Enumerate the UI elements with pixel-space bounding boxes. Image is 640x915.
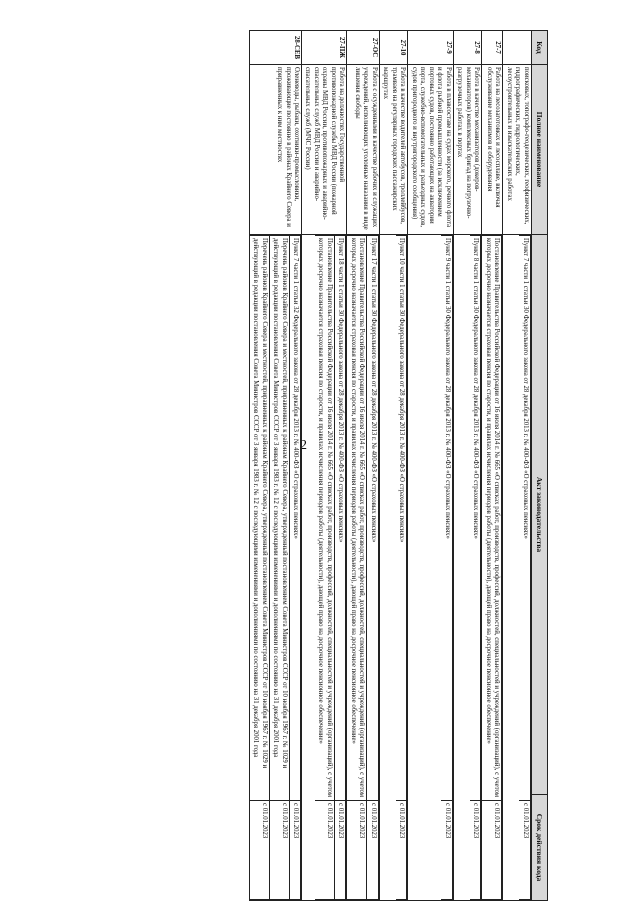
act-row [289, 236, 300, 900]
act-row [441, 236, 452, 900]
row-acts [379, 235, 407, 901]
table-row [503, 31, 531, 901]
act-term: с 01.01.2023 [396, 801, 407, 900]
row-code [503, 31, 531, 65]
act-term: с 01.01.2023 [334, 801, 345, 900]
row-acts [453, 235, 481, 901]
act-row [367, 236, 378, 900]
row-name: Оленеводы, рыбаки, охотники-промысловики, проживающие постоянно в районах Крайнего Севера и приравненных к ним местностях [249, 65, 301, 235]
rotated-page-content [70, 30, 548, 900]
act-term: с 01.01.2023 [441, 801, 452, 900]
act-text: Постановление Правительства Российской Федерации от 16 июля 2014 г. № 665 «О списках работ, производств, профессий, должностей, специальностей и учреждений (организаций), с учетом которых досрочно назначается страховая пенсия по старости, и правилах исчисления периодов работы (деятельности), дающей право на досрочное пенсионное обеспечение» [315, 236, 334, 801]
act-text: Пункт 10 части 1 статьи 30 Федерального закона от 28 декабря 2013 г. № 400-ФЗ «О страховых пенсиях» [396, 236, 407, 801]
page-number: 2 [300, 438, 307, 453]
act-term: с 01.01.2023 [347, 801, 366, 900]
act-row [519, 236, 530, 900]
act-text: Пункт 17 части 1 статьи 30 Федерального закона от 28 декабря 2013 г. № 400-ФЗ «О страховых пенсиях» [367, 236, 378, 801]
table-row [379, 31, 407, 901]
act-row [250, 236, 269, 900]
act-term: с 01.01.2023 [289, 801, 300, 900]
act-row [470, 236, 481, 900]
row-name: Работа с осужденными в качестве рабочих и служащих учреждений, исполняющих уголовные наказания в виде лишения свободы [347, 65, 379, 235]
table-row [302, 31, 347, 901]
table-row [453, 31, 481, 901]
row-code: 27-ОС [347, 31, 379, 65]
act-term: с 01.01.2023 [470, 801, 481, 900]
row-acts [249, 235, 301, 901]
act-text: Постановление Правительства Российской Федерации от 16 июля 2014 г. № 665 «О списках работ, производств, профессий, должностей, специальностей и учреждений (организаций), с учетом которых досрочно назначается страховая пенсия по старости, и правилах исчисления периодов работы (деятельности), дающей право на досрочное пенсионное обеспечение» [482, 236, 501, 801]
table-row [249, 31, 301, 901]
row-code: 27-8 [453, 31, 481, 65]
row-acts [482, 235, 503, 901]
row-acts [302, 235, 347, 901]
header-code: Код [531, 31, 547, 65]
codes-table [249, 30, 548, 901]
act-text: Пункт 7 части 1 статьи 30 Федерального закона от 28 декабря 2013 г. № 400-ФЗ «О страховых пенсиях» [519, 236, 530, 801]
row-name: Работа в качестве водителей автобусов, троллейбусов, трамваев на регулярных городских пассажирских маршрутах [379, 65, 407, 235]
table-row [347, 31, 379, 901]
act-row [396, 236, 407, 900]
row-name: Работа на должностях Государственной противопожарной службы МВД России (пожарной охраны МВД России, противопожарных и аварийно-спасательных служб МВД России и аварийно-спасательных служб (МЧС России) [302, 65, 347, 235]
row-acts [347, 235, 379, 901]
act-row [269, 236, 289, 900]
act-term: с 01.01.2023 [367, 801, 378, 900]
act-text: Пункт 9 части 1 статьи 30 Федерального закона от 28 декабря 2013 г. № 400-ФЗ «О страховых пенсиях» [441, 236, 452, 801]
row-code: 27-10 [379, 31, 407, 65]
table-header-row [531, 31, 547, 901]
row-code: 27-9 [408, 31, 453, 65]
act-row [315, 236, 334, 900]
act-text: Перечень районов Крайнего Севера и местностей, приравненных к районам Крайнего Севера, утвержденный постановлением Совета Министров СССР от 10 ноября 1967 г. № 1029 и действующий в редакции постановления Совета Министров СССР от 3 января 1983 г. № 12 с последующими изменениями и дополнениями по состоянию на 31 декабря 2001 года [269, 236, 289, 801]
row-code: 27-ПЖ [302, 31, 347, 65]
act-term: с 01.01.2023 [482, 801, 501, 900]
act-term: с 01.01.2023 [315, 801, 334, 900]
act-text: Пункт 7 части 1 статьи 32 Федерального закона от 28 декабря 2013 г. № 400-ФЗ «О страховых пенсиях» [289, 236, 300, 801]
table-body [249, 31, 531, 901]
row-name: Работа в плавсоставе на судах морского, речного флота и флота рыбной промышленности (за исключением портовых судов, постоянно работающих на акватории порта, служебно-вспомогательных и разъездных судов, судов пригородного и внутригородского сообщения) [408, 65, 453, 235]
header-term: Срок действия кода [531, 795, 547, 901]
act-row [334, 236, 345, 900]
table-row [482, 31, 503, 901]
table-row [408, 31, 453, 901]
act-text: Постановление Правительства Российской Федерации от 16 июля 2014 г. № 665 «О списках работ, производств, профессий, должностей, специальностей и учреждений (организаций), с учетом которых досрочно назначается страховая пенсия по старости, и правилах исчисления периодов работы (деятельности), дающей право на досрочное пенсионное обеспечение» [347, 236, 366, 801]
act-term: с 01.01.2023 [269, 801, 289, 900]
row-code: 27-7 [482, 31, 503, 65]
act-row [347, 236, 366, 900]
row-acts [408, 235, 453, 901]
row-name: Работа на лесозаготовках и лесосплаве, включая обслуживание механизмов и оборудования [482, 65, 503, 235]
row-code: 28-СЕВ [249, 31, 301, 65]
act-row [482, 236, 501, 900]
act-text: Перечень районов Крайнего Севера и местностей, приравненных к районам Крайнего Севера, утвержденный постановлением Совета Министров СССР от 10 ноября 1967 г. № 1029 и действующий в редакции постановления Совета Министров СССР от 3 января 1983 г. № 12 с последующими изменениями и дополнениями по состоянию на 31 декабря 2001 года [250, 236, 269, 801]
row-name: поисковых, топографо-геодезических, геофизических, гидрографических, гидрологических, лесоустроительных и изыскательских работах [503, 65, 531, 235]
act-term: с 01.01.2023 [519, 801, 530, 900]
row-acts [503, 235, 531, 901]
header-act: Акт законодательства [531, 235, 547, 795]
act-term: с 01.01.2023 [250, 801, 269, 900]
header-name: Полное наименование [531, 65, 547, 235]
act-text: Пункт 18 части 1 статьи 30 Федерального закона от 28 декабря 2013 г. № 400-ФЗ «О страховых пенсиях» [334, 236, 345, 801]
row-name: Работа в качестве механизаторов (докеров-механизаторов) комплексных бригад на погрузочно-разгрузочных работах в портах [453, 65, 481, 235]
act-text: Пункт 8 части 1 статьи 30 Федерального закона от 28 декабря 2013 г. № 400-ФЗ «О страховых пенсиях» [470, 236, 481, 801]
